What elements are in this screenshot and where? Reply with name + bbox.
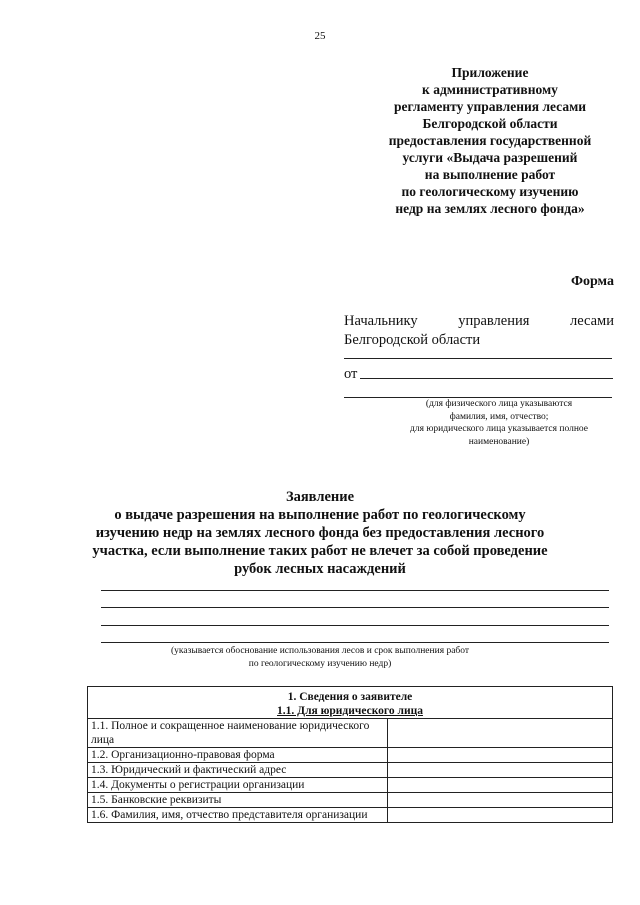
table-header-row bbox=[88, 687, 613, 719]
justification-hint bbox=[0, 645, 640, 670]
blank-line-from bbox=[360, 378, 613, 379]
table-row bbox=[88, 808, 613, 823]
hint-line: наименование) bbox=[468, 436, 530, 447]
table-row bbox=[88, 778, 613, 793]
form-label: Форма bbox=[570, 274, 614, 289]
justification-line bbox=[101, 590, 609, 591]
row-label: 1.3. Юридический и фактический адрес bbox=[88, 763, 388, 778]
row-label: 1.5. Банковские реквизиты bbox=[88, 793, 388, 808]
table-row bbox=[88, 763, 613, 778]
blank-line-addressee bbox=[344, 358, 612, 359]
row-label: 1.6. Фамилия, имя, отчество представителя организации bbox=[88, 808, 388, 823]
appendix-header bbox=[344, 64, 636, 217]
hint-line: (указывается обоснование использования лесов и срок выполнения работ bbox=[170, 646, 470, 656]
subsection-title: 1.1. Для юридического лица bbox=[277, 705, 423, 717]
table-row bbox=[88, 748, 613, 763]
justification-line bbox=[101, 625, 609, 626]
appendix-line: Приложение bbox=[451, 65, 529, 80]
statement-line: изучению недр на землях лесного фонда без предоставления лесного bbox=[95, 525, 545, 541]
row-value-field[interactable] bbox=[388, 748, 613, 763]
justification-line bbox=[101, 642, 609, 643]
appendix-line: по геологическому изучению bbox=[401, 184, 579, 199]
justification-line bbox=[101, 607, 609, 608]
appendix-line: предоставления государственной bbox=[388, 133, 592, 148]
appendix-line: на выполнение работ bbox=[424, 167, 556, 182]
addressee-word: управления bbox=[458, 313, 530, 329]
row-value-field[interactable] bbox=[388, 793, 613, 808]
appendix-line: регламенту управления лесами bbox=[393, 99, 587, 114]
row-value-field[interactable] bbox=[388, 763, 613, 778]
statement-line: о выдаче разрешения на выполнение работ по геологическому bbox=[114, 507, 526, 523]
row-value-field[interactable] bbox=[388, 719, 613, 748]
hint-line: фамилия, имя, отчество; bbox=[449, 411, 549, 422]
row-label: 1.1. Полное и сокращенное наименование юридического лица bbox=[88, 719, 388, 748]
appendix-line: Белгородской области bbox=[422, 116, 558, 131]
addressee-word: Начальнику bbox=[344, 313, 418, 329]
statement-line: рубок лесных насаждений bbox=[234, 561, 406, 577]
row-label: 1.4. Документы о регистрации организации bbox=[88, 778, 388, 793]
statement-line: участка, если выполнение таких работ не влечет за собой проведение bbox=[92, 543, 548, 559]
statement-title: Заявление bbox=[285, 489, 355, 505]
row-value-field[interactable] bbox=[388, 778, 613, 793]
table-header bbox=[88, 687, 613, 719]
hint-line: (для физического лица указываются bbox=[425, 399, 573, 409]
page-number: 25 bbox=[314, 30, 326, 42]
appendix-line: к административному bbox=[422, 82, 558, 97]
applicant-hint bbox=[384, 398, 614, 448]
table-row bbox=[88, 793, 613, 808]
row-label: 1.2. Организационно-правовая форма bbox=[88, 748, 388, 763]
appendix-line: недр на землях лесного фонда» bbox=[395, 201, 585, 216]
row-value-field[interactable] bbox=[388, 808, 613, 823]
from-label: от bbox=[344, 366, 358, 382]
hint-line: по геологическому изучению недр) bbox=[248, 658, 392, 669]
appendix-line: услуги «Выдача разрешений bbox=[402, 150, 578, 165]
addressee-word: лесами bbox=[569, 313, 614, 329]
table-row bbox=[88, 719, 613, 748]
statement-title-block bbox=[0, 488, 640, 578]
addressee-block bbox=[344, 312, 614, 350]
section-title: 1. Сведения о заявителе bbox=[287, 691, 413, 703]
applicant-info-table bbox=[87, 686, 613, 823]
hint-line: для юридического лица указывается полное bbox=[410, 424, 588, 434]
addressee-line2: Белгородской области bbox=[344, 332, 481, 348]
